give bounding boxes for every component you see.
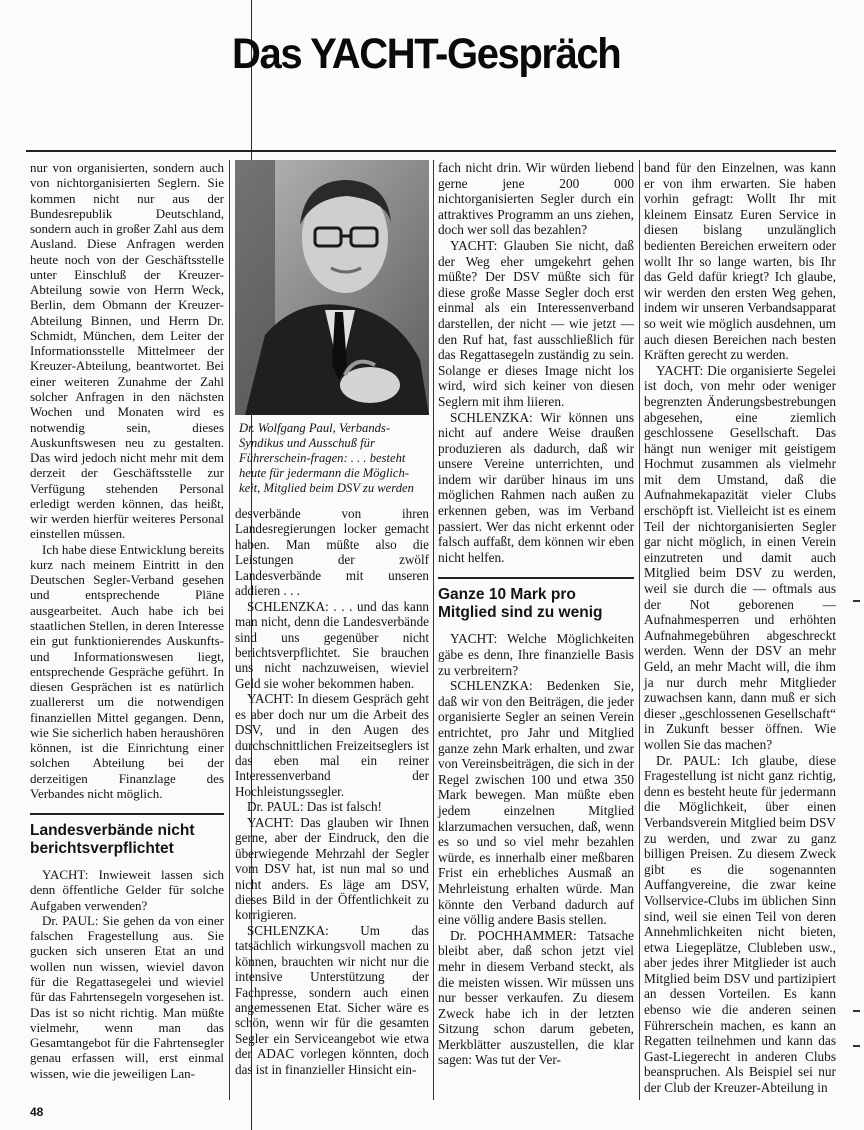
col2-paragraph-5: YACHT: Das glauben wir Ihnen gerne, aber der Eindruck, den die überwiegende Mehrzahl der Segler vom DSV hat, ist nun mal so und nicht anders. Es läge am DSV, dieses Bild in der Öffentlichkeit zu korrigieren. — [235, 814, 429, 923]
col1-paragraph-2: Ich habe diese Entwicklung bereits kurz nach meinem Eintritt in den Deutschen Segler-Verband gesehen und entsprechende Pläne ausgearbeitet. Auch habe ich bei staatlichen Stellen, in deren Interesse ein gut funktionierendes Auskunfts- und Informationswesen liegt, entsprechende Gespräche geführt. In diesen Gesprächen ist es natürlich zuallererst um die notwendigen finanziellen Mittel gegangen. Denn, wie Sie sicherlich haben heraushören können, ist die Einrichtung einer solchen Abteilung bei der derzeitigen Finanzlage des Verbandes nicht möglich. — [30, 541, 224, 801]
col2-paragraph-2: SCHLENZKA: . . . und das kann man nicht, denn die Landesverbände sind uns gegenüber nicht berichtsverpflichtet. Sie brauchen uns nicht nachzuweisen, wieviel Geld sie woher bekommen haben. — [235, 598, 429, 691]
header-rule — [26, 150, 836, 152]
margin-mark — [853, 1045, 860, 1047]
col3-paragraph-3: SCHLENZKA: Wir können uns nicht auf andere Weise draußen produzieren als dadurch, daß wir unsere Vereine unterrichten, und indem wir darüber hinaus im uns möglichen Rahmen nach außen zu erkennen geben, was im Verband passiert. Wer das nicht erkennt oder falsch auffaßt, dem können wir eben nicht helfen. — [438, 409, 634, 565]
portrait-photo — [235, 160, 429, 415]
column-separator-3 — [639, 160, 640, 1100]
column-3 — [438, 160, 634, 1068]
photo-caption: Dr. Wolfgang Paul, Verbands-Syndikus und Ausschuß für Führerschein-fragen: . . . besteht heute für jedermann die Möglich-keit, Mitglied beim DSV zu werden — [239, 421, 414, 495]
col3-paragraph-6: Dr. POCHHAMMER: Tatsache bleibt aber, daß schon jetzt viel mehr in diesem Verband steckt, als die meisten wissen. Wir müssen uns nur besser verkaufen. Zu diesem Zweck habe ich in der letzten Sitzung schon darum gebeten, Merkblätter auszustellen, die klar sagen: Was tut der Ver- — [438, 927, 634, 1068]
col4-paragraph-1: band für den Einzelnen, was kann er von ihm erwarten. Sie haben vorhin gefragt: Wollt Ihr mit kleinem Einsatz Euren Service in diesen bislang unzulänglich bedienten Bereichen erweitern oder wollt Ihr so lange warten, bis Ihr das Geld dafür kriegt? Ich glaube, wir werden den ersten Weg gehen, indem wir unseren Verbandsapparat so weit wie möglich ausdehnen, um auch diesen Bereichen nach besten Kräften gerecht zu werden. — [644, 160, 836, 363]
col4-paragraph-3: Dr. PAUL: Ich glaube, diese Fragestellung ist nicht ganz richtig, denn es besteht heute für jedermann die Möglichkeit, über einen Verbandsverein Mitglied beim DSV zu werden, und zwar zu ganz billigen Preisen. Zu diesem Zweck gibt es die sogenannten Auffangvereine, die zwar keine Vollservice-Clubs im üblichen Sinn sind, weil sie einen Teil von deren Annehmlichkeiten nicht bieten, etwa Liegeplätze, Clubleben usw., aber jedes ihrer Mitglieder ist auch Mitglied beim DSV und partizipiert an dessen Vorteilen. Es kann ebenso wie die anderen seinen Führerschein machen, es kann an Regatten teilnehmen und kann das Gast-Liegerecht in anderen Clubs beanspruchen. Als Beispiel sei nur der Club der Kreuzer-Abteilung in — [644, 752, 836, 1096]
margin-mark — [853, 1010, 860, 1012]
col2-paragraph-4: Dr. PAUL: Das ist falsch! — [247, 799, 382, 815]
column-2 — [235, 160, 429, 1077]
column-4 — [644, 160, 836, 1096]
col3-paragraph-4: YACHT: Welche Möglichkeiten gäbe es denn, Ihre finanzielle Basis zu verbreitern? — [438, 631, 634, 678]
col1-subheading: Landesverbände nicht berichtsverpflichtet — [30, 813, 224, 858]
portrait-photo-image — [235, 160, 429, 415]
column-separator-2 — [433, 160, 434, 1100]
col3-subheading: Ganze 10 Mark pro Mitglied sind zu wenig — [438, 577, 634, 622]
page-number: 48 — [30, 1105, 44, 1119]
col4-paragraph-2: YACHT: Die organisierte Segelei ist doch, von mehr oder weniger begrenzten Änderungsbestrebungen abgesehen, eine ziemlich geschlossene Gesellschaft. Das hängt nun weniger mit geistigem Hochmut zusammen als vielmehr mit dem Umstand, daß die Aufnahmekapazität vieler Clubs erschöpft ist. Vielleicht ist es einem Teil der nichtorganisierten Segler gar nicht möglich, in einen Verein einzutreten und damit auch Mitglied beim DSV zu werden, weil sie durch die — oftmals aus der Not geborenen — Aufnahmesperren und erhöhten Aufnahmegebühren abgeschreckt werden. Wenn der DSV an mehr Geld, an mehr Macht will, die ihm ja nur durch mehr Mitglieder zuwachsen kann, dann muß er sich dieser „geschlossenen Gesellschaft“ in Zukunft besser öffnen. Wie wollen Sie das machen? — [644, 362, 836, 752]
margin-mark — [853, 600, 860, 602]
col2-paragraph-3: YACHT: In diesem Gespräch geht es aber doch nur um die Arbeit des DSV, und in den Augen des durchschnittlichen Freizeitseglers ist das eben mal ein reiner Interessenverband der Hochleistungssegler. — [235, 691, 429, 799]
col1-paragraph-3: YACHT: Inwieweit lassen sich denn öffentliche Gelder für solche Aufgaben verwenden? — [30, 867, 224, 913]
col1-paragraph-4: Dr. PAUL: Sie gehen da von einer falschen Fragestellung aus. Sie gucken sich unseren Etat an und wollen nun wissen, wieviel davon für die Regattasegelei und wieviel für das Fahrtensegeln vorgesehen ist. Das ist so nicht richtig. Man müßte vielmehr, wenn man das Gesamtangebot für die Fahrtensegler genau erfassen will, erst einmal wissen, wie die jeweiligen Lan- — [30, 912, 224, 1081]
col3-paragraph-5: SCHLENZKA: Bedenken Sie, daß wir von den Beiträgen, die jeder organisierte Segler an seinen Verein entrichtet, pro Jahr und Mitglied ganze zehn Mark erhalten, und zwar von Vereinsbeiträgen, die sich in der Regel zwischen 100 und etwa 350 Mark bewegen. Man müßte eben jedem einzelnen Mitglied klarzumachen versuchen, daß, wenn es so und so viel mehr bezahlen würde, es innerhalb einer meßbaren Frist ein erhebliches Ausmaß an Mehrleistung erhalten würde. Man könnte den Verband dadurch auf eine völlig andere Basis stellen. — [438, 678, 634, 928]
col2-paragraph-6: SCHLENZKA: Um das tatsächlich wirkungsvoll machen zu können, brauchten wir nicht nur die intensive Unterstützung der Fachpresse, sondern auch einen angemessenen Etat. Sicher wäre es schön, wenn wir für die gesamten Segler ein Serviceangebot wie etwa der ADAC vorlegen könnten, doch das ist in finanzieller Hinsicht ein- — [235, 922, 429, 1077]
col3-paragraph-1: fach nicht drin. Wir würden liebend gerne jene 200 000 nichtorganisierten Segler durch ein attraktives Programm an uns ziehen, doch wer soll das bezahlen? — [438, 160, 634, 238]
col3-paragraph-2: YACHT: Glauben Sie nicht, daß der Weg eher umgekehrt gehen müßte? Der DSV müßte sich für diese große Masse Segler doch erst einmal als ein Interessenverband darstellen, der nicht — wie jetzt — den Ruf hat, fast ausschließlich für das Regattasegeln zuständig zu sein. Solange er dieses Image nicht los wird, wird sich keiner von diesen Seglern mit ihm liieren. — [438, 237, 634, 409]
col2-paragraph-1: desverbände von ihren Landesregierungen locker gemacht haben. Man müßte also die Leistungen der zwölf Landesverbände mit unseren addieren . . . — [235, 506, 429, 599]
column-1 — [30, 160, 224, 1081]
page-title: Das YACHT-Gespräch — [232, 30, 621, 78]
col1-paragraph-1: nur von organisierten, sondern auch von nichtorganisierten Seglern. Sie kommen nicht nur aus der Bundesrepublik Deutschland, sondern auch in großer Zahl aus dem Ausland. Diese Anfragen werden heute noch von der Geschäftsstelle unter Einschluß der Kreuzer-Abteilung sowie von Herrn Weck, Berlin, dem Obmann der Kreuzer-Abteilung Binnen, und Herrn Dr. Schmidt, München, dem Leiter der Informationsstelle Mittelmeer der Kreuzer-Abteilung, beantwortet. Bei einer weiteren Zunahme der Zahl solcher Anfragen in den nächsten Wochen und Monaten wird es notwendig sein, dieses Auskunftswesen neu zu gestalten. Das wird jedoch nicht mehr mit dem derzeit der Geschäftsstelle zur Verfügung stehenden Personal erledigt werden können, das heißt, wir werden hierfür weiteres Personal einstellen müssen. — [30, 160, 224, 542]
column-separator-1 — [229, 160, 230, 1100]
